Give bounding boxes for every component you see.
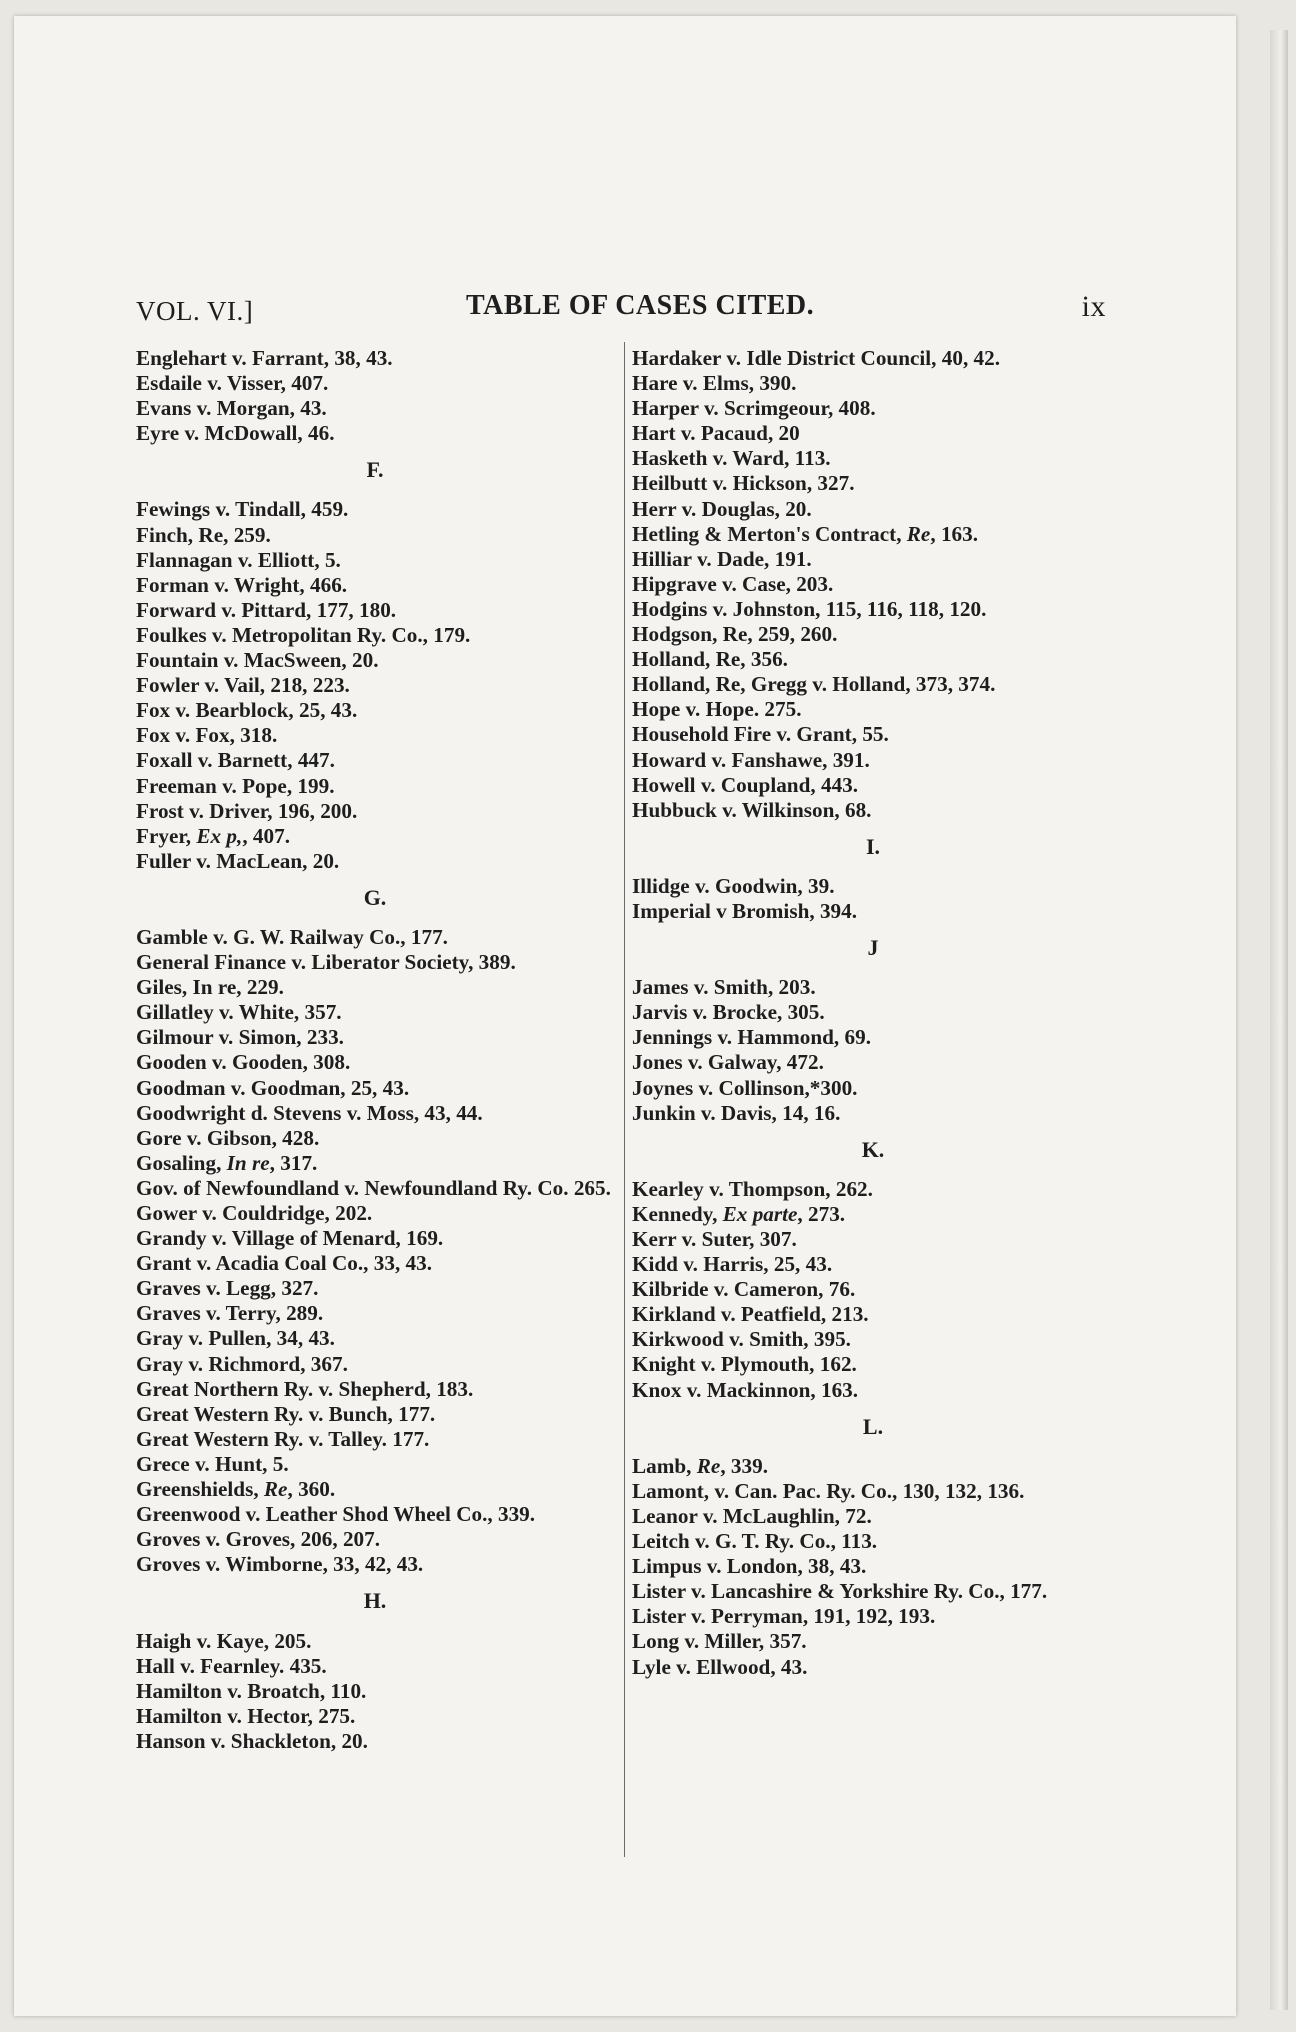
- case-entry: Holland, Re, 356.: [632, 647, 788, 672]
- case-entry-text: , 163.: [930, 521, 979, 546]
- case-entry: Hare v. Elms, 390.: [632, 371, 797, 396]
- case-entry: Great Western Ry. v. Talley. 177.: [136, 1426, 430, 1451]
- case-entry: Graves v. Legg, 327.: [136, 1276, 319, 1301]
- case-entry: Kerr v. Suter, 307.: [632, 1227, 797, 1251]
- case-entry: Esdaile v. Visser, 407.: [136, 371, 329, 396]
- case-entry: Gamble v. G. W. Railway Co., 177.: [136, 924, 448, 949]
- case-entry: Fox v. Bearblock, 25, 43.: [136, 698, 358, 723]
- case-entry: Hilliar v. Dade, 191.: [632, 546, 812, 571]
- case-entry: Herr v. Douglas, 20.: [632, 496, 812, 521]
- section-letter: H.: [363, 1588, 387, 1614]
- case-entry: Grant v. Acadia Coal Co., 33, 43.: [136, 1251, 433, 1276]
- case-entry: Hipgrave v. Case, 203.: [632, 571, 834, 596]
- case-entry-text: Hetling & Merton's Contract,: [632, 521, 907, 546]
- case-entry-italic: Re: [263, 1477, 288, 1502]
- case-entry-italic: Ex p,: [196, 823, 243, 848]
- case-entry: Hodgins v. Johnston, 115, 116, 118, 120.: [632, 596, 987, 621]
- case-entry: Leanor v. McLaughlin, 72.: [632, 1503, 872, 1528]
- case-entry: Evans v. Morgan, 43.: [136, 396, 327, 421]
- case-entry: Jones v. Galway, 472.: [632, 1050, 824, 1075]
- case-entry: Harper v. Scrimgeour, 408.: [632, 396, 876, 421]
- case-entry: Grandy v. Village of Menard, 169.: [136, 1226, 444, 1251]
- case-entry: Foxall v. Barnett, 447.: [136, 748, 335, 773]
- case-entry: Kirkwood v. Smith, 395.: [632, 1327, 851, 1352]
- case-entry: Lyle v. Ellwood, 43.: [632, 1654, 808, 1679]
- case-entry: Lister v. Lancashire & Yorkshire Ry. Co., 177.: [632, 1579, 1048, 1604]
- case-entry: Hope v. Hope. 275.: [632, 697, 802, 722]
- case-entry-text: , 360.: [287, 1477, 336, 1502]
- case-entry: Hamilton v. Broatch, 110.: [136, 1678, 367, 1703]
- left-column: [136, 346, 614, 1754]
- case-entry: Foulkes v. Metropolitan Ry. Co., 179.: [136, 622, 471, 647]
- case-entry: Great Northern Ry. v. Shepherd, 183.: [136, 1376, 474, 1401]
- page-number: ix: [1081, 290, 1106, 323]
- case-entry: [136, 1477, 614, 1502]
- case-entry-text: , 273.: [797, 1201, 846, 1226]
- case-entry: Hasketh v. Ward, 113.: [632, 446, 831, 471]
- case-entry: Illidge v. Goodwin, 39.: [632, 873, 835, 898]
- case-entry-text: Kennedy,: [632, 1201, 723, 1226]
- case-entry: Gray v. Pullen, 34, 43.: [136, 1326, 335, 1351]
- case-entry-text: Fryer,: [136, 823, 197, 848]
- section-letter: L.: [862, 1413, 884, 1439]
- section-letter: K.: [861, 1136, 885, 1162]
- case-entry: Englehart v. Farrant, 38, 43.: [136, 346, 393, 370]
- case-entry: [632, 1202, 1114, 1227]
- case-entry: Howard v. Fanshawe, 391.: [632, 747, 870, 772]
- section-letter: I.: [865, 833, 881, 859]
- case-entry: Gov. of Newfoundland v. Newfoundland Ry. Co. 265.: [136, 1175, 611, 1200]
- column-divider: [624, 342, 625, 1857]
- case-entry: Groves v. Groves, 206, 207.: [136, 1527, 381, 1552]
- case-entry: Fuller v. MacLean, 20.: [136, 848, 340, 873]
- case-entry: [632, 522, 1114, 547]
- case-entry: [136, 1151, 614, 1176]
- case-entry: Gore v. Gibson, 428.: [136, 1125, 320, 1150]
- case-entry: Gillatley v. White, 357.: [136, 1000, 342, 1025]
- case-entry: Goodman v. Goodman, 25, 43.: [136, 1075, 410, 1100]
- case-entry: Long v. Miller, 357.: [632, 1629, 807, 1654]
- case-entry: Frost v. Driver, 196, 200.: [136, 798, 358, 823]
- case-entry: Flannagan v. Elliott, 5.: [136, 547, 341, 572]
- case-entry: Joynes v. Collinson,*300.: [632, 1075, 858, 1100]
- case-entry: Great Western Ry. v. Bunch, 177.: [136, 1401, 436, 1426]
- case-entry: Hamilton v. Hector, 275.: [136, 1703, 356, 1728]
- case-entry: Grece v. Hunt, 5.: [136, 1451, 289, 1476]
- case-entry: Eyre v. McDowall, 46.: [136, 421, 335, 446]
- case-entry-text: , 339.: [720, 1453, 768, 1478]
- case-entry: General Finance v. Liberator Society, 389.: [136, 950, 516, 975]
- case-entry-italic: Re: [696, 1453, 721, 1478]
- case-entry: Knight v. Plymouth, 162.: [632, 1352, 857, 1377]
- case-entry: Lamont, v. Can. Pac. Ry. Co., 130, 132, 136.: [632, 1478, 1025, 1503]
- case-entry: Goodwright d. Stevens v. Moss, 43, 44.: [136, 1100, 483, 1125]
- case-entry: Kearley v. Thompson, 262.: [632, 1176, 873, 1201]
- case-entry: Kirkland v. Peatfield, 213.: [632, 1302, 869, 1327]
- case-entry: Gower v. Couldridge, 202.: [136, 1201, 373, 1225]
- case-entry: Leitch v. G. T. Ry. Co., 113.: [632, 1529, 878, 1554]
- case-entry: Lister v. Perryman, 191, 192, 193.: [632, 1604, 936, 1629]
- case-entry: Imperial v Bromish, 394.: [632, 898, 858, 923]
- case-entry: Jarvis v. Brocke, 305.: [632, 1000, 825, 1025]
- volume-label: VOL. VI.]: [136, 296, 254, 326]
- case-entry: Forman v. Wright, 466.: [136, 572, 348, 597]
- case-entry: James v. Smith, 203.: [632, 975, 816, 1000]
- case-entry-text: Gosaling,: [136, 1150, 227, 1175]
- case-entry: Haigh v. Kaye, 205.: [136, 1628, 312, 1653]
- section-letter: G.: [363, 884, 387, 910]
- case-entry: Household Fire v. Grant, 55.: [632, 722, 889, 747]
- case-entry: Giles, In re, 229.: [136, 975, 284, 1000]
- case-entry: Kilbride v. Cameron, 76.: [632, 1277, 856, 1302]
- case-entry: Finch, Re, 259.: [136, 522, 271, 547]
- section-letter: F.: [366, 457, 384, 483]
- case-entry-text: , 407.: [242, 823, 290, 848]
- page-title: TABLE OF CASES CITED.: [466, 290, 815, 321]
- case-entry: Jennings v. Hammond, 69.: [632, 1025, 872, 1050]
- case-entry: Hardaker v. Idle District Council, 40, 42.: [632, 346, 1001, 370]
- case-entry-italic: Re: [906, 521, 931, 546]
- case-entry: Junkin v. Davis, 14, 16.: [632, 1100, 841, 1125]
- case-entry: Howell v. Coupland, 443.: [632, 772, 859, 797]
- case-entry: Heilbutt v. Hickson, 327.: [632, 471, 855, 496]
- running-header: [136, 290, 1106, 330]
- case-entry: Gilmour v. Simon, 233.: [136, 1025, 344, 1050]
- case-entry-text: Greenshields,: [136, 1477, 264, 1502]
- case-entry: Knox v. Mackinnon, 163.: [632, 1377, 859, 1402]
- case-entry: Hubbuck v. Wilkinson, 68.: [632, 797, 872, 822]
- case-entry: Hart v. Pacaud, 20: [632, 421, 800, 446]
- case-entry-text: , 317.: [269, 1150, 318, 1175]
- case-entry-italic: Ex parte: [722, 1201, 798, 1226]
- case-entry: Gooden v. Gooden, 308.: [136, 1050, 351, 1075]
- case-entry: Fountain v. MacSween, 20.: [136, 648, 379, 673]
- case-entry: [632, 1454, 1114, 1479]
- right-column: [632, 346, 1114, 1680]
- case-entry: Greenwood v. Leather Shod Wheel Co., 339.: [136, 1502, 536, 1527]
- case-entry-text: Lamb,: [632, 1453, 697, 1478]
- case-entry: Fewings v. Tindall, 459.: [136, 497, 349, 522]
- case-entry: Limpus v. London, 38, 43.: [632, 1554, 867, 1579]
- case-entry: Groves v. Wimborne, 33, 42, 43.: [136, 1552, 424, 1577]
- case-entry: Holland, Re, Gregg v. Holland, 373, 374.: [632, 672, 996, 697]
- case-entry: Forward v. Pittard, 177, 180.: [136, 597, 397, 622]
- page-edge: [1270, 30, 1288, 2010]
- case-entry: Fox v. Fox, 318.: [136, 723, 278, 748]
- section-letter: J: [867, 935, 879, 961]
- case-entry: Kidd v. Harris, 25, 43.: [632, 1252, 833, 1277]
- case-entry: [136, 824, 614, 849]
- case-entry-italic: In re: [226, 1150, 270, 1175]
- case-entry: Hall v. Fearnley. 435.: [136, 1653, 327, 1678]
- case-entry: Gray v. Richmord, 367.: [136, 1351, 348, 1376]
- case-entry: Hodgson, Re, 259, 260.: [632, 622, 838, 647]
- case-entry: Graves v. Terry, 289.: [136, 1301, 324, 1326]
- case-entry: Fowler v. Vail, 218, 223.: [136, 673, 350, 698]
- case-entry: Hanson v. Shackleton, 20.: [136, 1728, 368, 1753]
- case-entry: Freeman v. Pope, 199.: [136, 773, 335, 798]
